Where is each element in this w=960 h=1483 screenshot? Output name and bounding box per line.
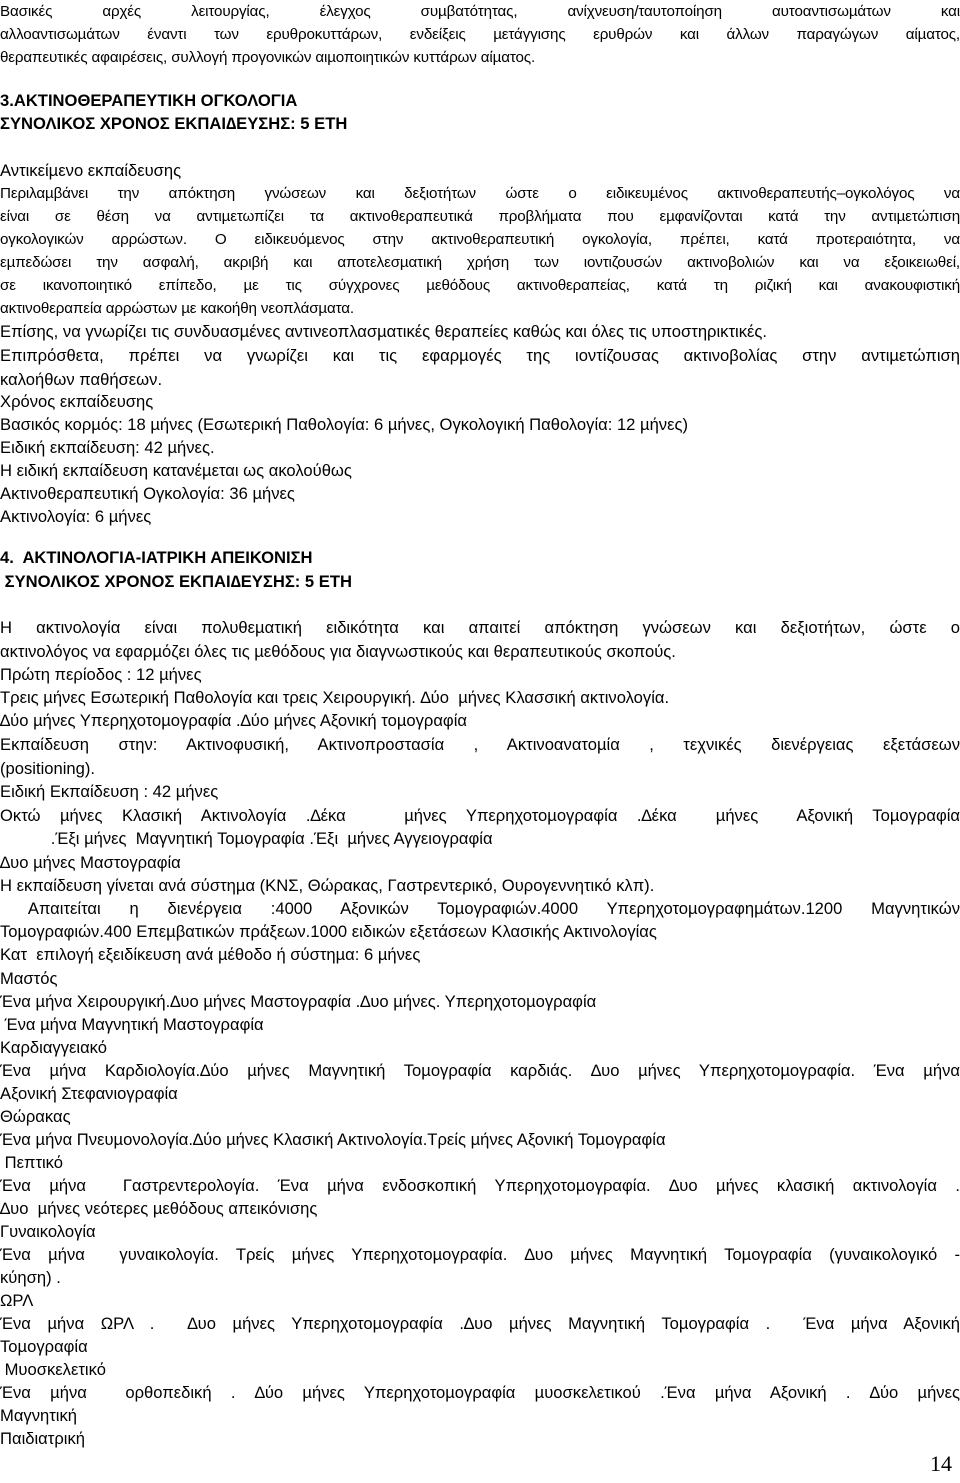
paragraph-line: Πρώτη περίοδος : 12 µήνες xyxy=(0,665,202,684)
paragraph-line: καλοήθων παθήσεων. xyxy=(0,370,163,389)
paragraph-line: Ακτινοθεραπευτική Ογκολογία: 36 µήνες xyxy=(0,484,295,503)
paragraph-line: Ειδική Εκπαίδευση : 42 µήνες xyxy=(0,782,219,801)
paragraph-line: ογκολογικών αρρώστων. Ο ειδικευόµενος στην ακτινοθεραπευτική ογκολογία, πρέπει, κατά προτεραιότητα, να xyxy=(0,231,960,248)
paragraph-line: Μαγνητική xyxy=(0,1406,78,1425)
section-heading: 3.ΑΚΤΙΝΟΘΕΡΑΠΕΥΤΙΚΗ ΟΓΚΟΛΟΓΙΑ xyxy=(0,91,298,110)
paragraph-line: Ένα µήνα ΩΡΛ . ∆υο µήνες Υπερηχοτοµογραφία .∆υο µήνες Μαγνητική Τοµογραφία . Ένα µήνα Αξονική xyxy=(0,1314,960,1333)
paragraph-line: Ένα µήνα ορθοπεδική . ∆ύο µήνες Υπερηχοτοµογραφία µυοσκελετικού .Ένα µήνα Αξονική . ∆ύο µήνες xyxy=(0,1383,960,1402)
paragraph-line: .Έξι µήνες Μαγνητική Τοµογραφία .Έξι µήνες Αγγειογραφία xyxy=(0,829,493,848)
paragraph-line: Η ειδική εκπαίδευση κατανέµεται ως ακολούθως xyxy=(0,461,352,480)
subheading: Πεπτικό xyxy=(0,1153,64,1172)
paragraph-line: Ειδική εκπαίδευση: 42 µήνες. xyxy=(0,438,215,457)
paragraph-line: Ένα µήνα Γαστρεντερολογία. Ένα µήνα ενδοσκοπική Υπερηχοτοµογραφία. ∆υο µήνες κλασική ακτινολογία . xyxy=(0,1176,960,1195)
paragraph-line: Ένα µήνα Πνευµονολογία.∆ύο µήνες Κλασική Ακτινολογία.Τρείς µήνες Αξονική Τοµογραφία xyxy=(0,1130,666,1149)
paragraph-line: Ένα µήνα γυναικολογία. Τρείς µήνες Υπερηχοτοµογραφία. ∆υο µήνες Μαγνητική Τοµογραφία (γυναικολογικό - xyxy=(0,1245,960,1264)
paragraph-line: Περιλαµβάνει την απόκτηση γνώσεων και δεξιοτήτων ώστε ο ειδικευµένος ακτινοθεραπευτής–ογκολόγος να xyxy=(0,185,960,202)
section-heading: 4. ΑΚΤΙΝΟΛΟΓΙΑ-ΙΑΤΡΙΚΗ ΑΠΕΙΚΟΝΙΣΗ xyxy=(0,548,313,567)
paragraph-line: Επιπρόσθετα, πρέπει να γνωρίζει και τις εφαρµογές της ιοντίζουσας ακτινοβολίας στην αντιµετώπιση xyxy=(0,346,960,365)
subheading: Γυναικολογία xyxy=(0,1222,96,1241)
paragraph-line: Εκπαίδευση στην: Ακτινοφυσική, Ακτινοπροστασία , Ακτινοανατοµία , τεχνικές διενέργειας εξετάσεων xyxy=(0,735,960,754)
subheading: Μυοσκελετικό xyxy=(0,1360,106,1379)
subheading: Αντικείµενο εκπαίδευσης xyxy=(0,161,182,180)
paragraph-line: Ένα µήνα Καρδιολογία.∆ύο µήνες Μαγνητική Τοµογραφία καρδιάς. ∆υο µήνες Υπερηχοτοµογραφία. Ένα µήνα xyxy=(0,1061,960,1080)
paragraph-line: Η εκπαίδευση γίνεται ανά σύστηµα (ΚΝΣ, Θώρακας, Γαστρεντερικό, Ουρογεννητικό κλπ). xyxy=(0,876,655,895)
paragraph-line: Ένα µήνα Μαγνητική Μαστογραφία xyxy=(0,1015,264,1034)
paragraph-line: Ακτινολογία: 6 µήνες xyxy=(0,507,152,526)
subheading: Χρόνος εκπαίδευσης xyxy=(0,392,154,411)
intro-line: Βασικές αρχές λειτουργίας, έλεγχος συµβατότητας, ανίχνευση/ταυτοποίηση αυτοαντισωµάτων και xyxy=(0,3,960,20)
paragraph-line: Ένα µήνα Χειρουργική.∆υο µήνες Μαστογραφία .∆υο µήνες. Υπερηχοτοµογραφία xyxy=(0,992,597,1011)
paragraph-line: ακτινοθεραπεία αρρώστων µε κακοήθη νεοπλάσµατα. xyxy=(0,300,354,317)
intro-line: θεραπευτικές αφαιρέσεις, συλλογή προγονικών αιµοποιητικών κυττάρων αίµατος. xyxy=(0,49,536,66)
paragraph-line: είναι σε θέση να αντιµετωπίζει τα ακτινοθεραπευτικά προβλήµατα που εµφανίζονται κατά την αντιµετώπιση xyxy=(0,208,960,225)
paragraph-line: Κατ επιλογή εξειδίκευση ανά µέθοδο ή σύστηµα: 6 µήνες xyxy=(0,945,421,964)
paragraph-line: Επίσης, να γνωρίζει τις συνδυασµένες αντινεοπλασµατικές θεραπείες καθώς και όλες τις υποστηρικτικές. xyxy=(0,322,768,341)
intro-line: αλλοαντισωµάτων έναντι των ερυθροκυττάρων, ενδείξεις µετάγγισης ερυθρών και άλλων παραγώγων αίµατος, xyxy=(0,26,960,43)
section-subheading: ΣΥΝΟΛΙΚΟΣ ΧΡΟΝΟΣ ΕΚΠΑΙ∆ΕΥΣΗΣ: 5 ΕΤΗ xyxy=(0,572,352,591)
paragraph-line: Οκτώ µήνες Κλασική Ακτινολογία .∆έκα µήνες Υπερηχοτοµογραφία .∆έκα µήνες Αξονική Τοµογραφία xyxy=(0,806,960,825)
paragraph-line: Αξονική Στεφανιογραφία xyxy=(0,1084,178,1103)
page-number: 14 xyxy=(930,1451,952,1476)
subheading: Καρδιαγγειακό xyxy=(0,1038,108,1057)
section-subheading: ΣΥΝΟΛΙΚΟΣ ΧΡΟΝΟΣ ΕΚΠΑΙ∆ΕΥΣΗΣ: 5 ΕΤΗ xyxy=(0,114,348,133)
paragraph-line: Τρεις µήνες Εσωτερική Παθολογία και τρεις Χειρουργική. ∆ύο µήνες Κλασσική ακτινολογία. xyxy=(0,688,670,707)
paragraph-line: ακτινολόγος να εφαρµόζει όλες τις µεθόδους για διαγνωστικούς και θεραπευτικούς σκοπούς. xyxy=(0,642,676,661)
paragraph-line: Τοµογραφιών.400 Επεµβατικών πράξεων.1000 ειδικών εξετάσεων Κλασικής Ακτινολογίας xyxy=(0,922,657,941)
paragraph-line: (positioning). xyxy=(0,759,96,778)
paragraph-line: ∆υο µήνες νεότερες µεθόδους απεικόνισης xyxy=(0,1199,318,1218)
paragraph-line: ∆ύο µήνες Υπερηχοτοµογραφία .∆ύο µήνες Αξονική τοµογραφία xyxy=(0,711,467,730)
paragraph-line: εµπεδώσει την ασφαλή, ακριβή και αποτελεσµατική χρήση των ιοντιζουσών ακτινοβολιών και να εξοικειωθεί, xyxy=(0,254,960,271)
paragraph-line: Βασικός κορµός: 18 µήνες (Εσωτερική Παθολογία: 6 µήνες, Ογκολογική Παθολογία: 12 µήνες) xyxy=(0,415,689,434)
subheading: Μαστός xyxy=(0,969,58,988)
paragraph-line: ∆υο µήνες Μαστογραφία xyxy=(0,853,181,872)
paragraph-line: Τοµογραφία xyxy=(0,1337,88,1356)
paragraph-line: κύηση) . xyxy=(0,1268,61,1287)
subheading: ΩΡΛ xyxy=(0,1291,34,1310)
subheading: Θώρακας xyxy=(0,1107,71,1126)
paragraph-line: Απαιτείται η διενέργεια :4000 Αξονικών Τοµογραφιών.4000 Υπερηχοτοµογραφηµάτων.1200 Μαγνητικών xyxy=(0,899,960,918)
paragraph-line: Η ακτινολογία είναι πολυθεµατική ειδικότητα και απαιτεί απόκτηση γνώσεων και δεξιοτήτων, ώστε ο xyxy=(0,618,960,637)
paragraph-line: σε ικανοποιητικό επίπεδο, µε τις σύγχρονες µεθόδους ακτινοθεραπείας, κατά τη ριζική και ανακουφιστική xyxy=(0,277,960,294)
subheading: Παιδιατρική xyxy=(0,1429,85,1448)
